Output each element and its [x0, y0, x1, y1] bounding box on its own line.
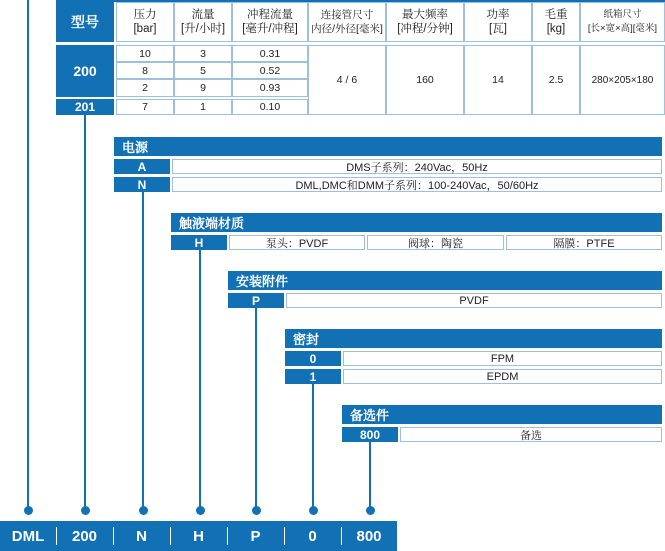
connector-dml — [27, 0, 29, 510]
power-code-n: N — [114, 177, 170, 192]
header-power: 功率 [瓦] — [464, 2, 532, 42]
cell-weight: 2.5 — [532, 45, 580, 115]
cell-flow-3: 9 — [174, 79, 232, 97]
header-weight: 毛重 [kg] — [532, 2, 580, 42]
cell-pressure-4: 7 — [116, 99, 174, 115]
connector-n — [142, 192, 144, 510]
seal-code-0: 0 — [285, 351, 341, 366]
connector-p — [255, 307, 257, 510]
power-desc-n: DML,DMC和DMM子系列：100-240Vac，50/60Hz — [172, 177, 662, 192]
mount-section-title: 安装附件 — [228, 271, 662, 290]
order-code-model: 200 — [71, 527, 98, 545]
dot-800 — [366, 506, 375, 515]
dot-200 — [81, 506, 90, 515]
order-code-seal: 0 — [308, 527, 317, 545]
cell-box: 280×205×180 — [580, 45, 665, 115]
power-desc-a: DMS子系列：240Vac，50Hz — [172, 159, 662, 174]
order-code-mount: P — [250, 527, 261, 545]
header-stroke-flow: 冲程流量 [毫升/冲程] — [232, 2, 308, 42]
connector-0 — [312, 383, 314, 510]
connector-h — [199, 249, 201, 510]
cell-freq: 160 — [386, 45, 464, 115]
option-desc: 备选 — [400, 427, 662, 442]
order-code-wetted: H — [193, 527, 204, 545]
cell-flow-1: 3 — [174, 45, 232, 62]
cell-stroke-3: 0.93 — [232, 79, 308, 97]
option-section-title: 备选件 — [342, 405, 662, 424]
order-code-option: 800 — [356, 527, 382, 545]
cell-stroke-2: 0.52 — [232, 62, 308, 79]
dot-h — [196, 506, 205, 515]
model-200: 200 — [56, 45, 114, 97]
model-header: 型号 — [56, 2, 114, 42]
model-201: 201 — [56, 99, 114, 115]
header-box: 纸箱尺寸 [长×宽×高][毫米] — [580, 2, 665, 42]
order-code-dml: DML — [11, 527, 45, 545]
mount-desc: PVDF — [286, 293, 662, 308]
cell-stroke-1: 0.31 — [232, 45, 308, 62]
header-freq: 最大频率 [冲程/分钟] — [386, 2, 464, 42]
connector-800 — [369, 441, 371, 510]
dot-p — [252, 506, 261, 515]
seal-section-title: 密封 — [285, 329, 662, 348]
cell-power: 14 — [464, 45, 532, 115]
dot-n — [139, 506, 148, 515]
cell-pressure-3: 2 — [116, 79, 174, 97]
option-code-800: 800 — [342, 427, 398, 442]
header-pressure: 压力 [bar] — [116, 2, 174, 42]
wetted-code-h: H — [171, 235, 227, 250]
cell-flow-2: 5 — [174, 62, 232, 79]
seal-code-1: 1 — [285, 369, 341, 384]
wetted-ball: 阀球：陶瓷 — [367, 235, 504, 250]
seal-desc-1: EPDM — [343, 369, 662, 384]
cell-flow-4: 1 — [174, 99, 232, 115]
connector-200 — [84, 115, 86, 510]
cell-stroke-4: 0.10 — [232, 99, 308, 115]
wetted-diaphragm: 隔膜：PTFE — [506, 235, 662, 250]
mount-code-p: P — [228, 293, 284, 308]
cell-tube: 4 / 6 — [308, 45, 386, 115]
wetted-section-title: 触液端材质 — [171, 213, 662, 232]
cell-pressure-2: 8 — [116, 62, 174, 79]
dot-dml — [24, 506, 33, 515]
power-code-a: A — [114, 159, 170, 174]
wetted-head: 泵头：PVDF — [229, 235, 365, 250]
power-section-title: 电源 — [114, 137, 662, 156]
seal-desc-0: FPM — [343, 351, 662, 366]
header-tube: 连接管尺寸 内径/外径[毫米] — [308, 2, 386, 42]
dot-0 — [309, 506, 318, 515]
header-flow: 流量 [升/小时] — [174, 2, 232, 42]
order-code-power: N — [136, 527, 147, 545]
cell-pressure-1: 10 — [116, 45, 174, 62]
